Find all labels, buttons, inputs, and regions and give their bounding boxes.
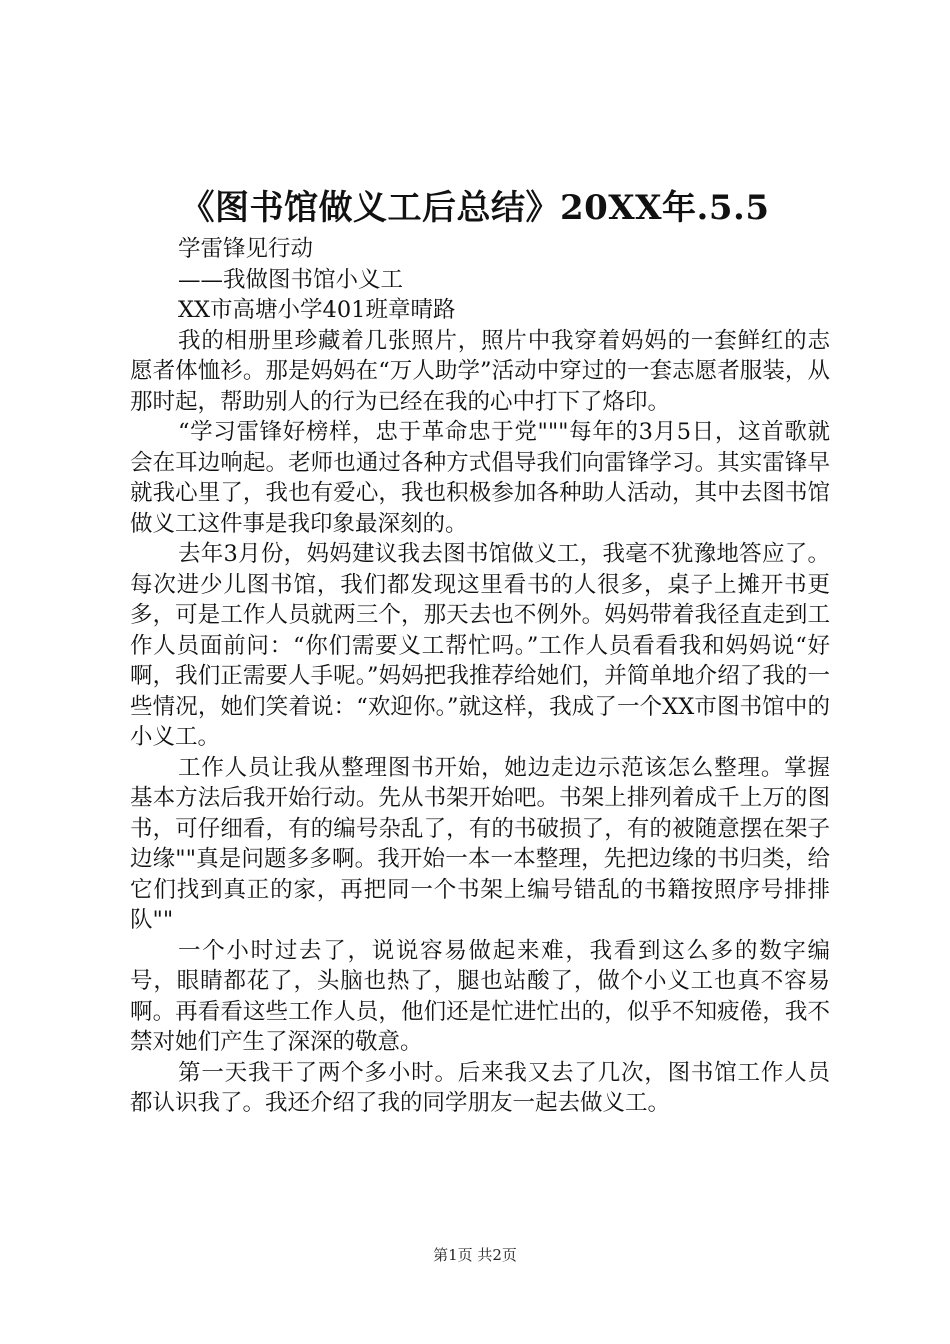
paragraph-2: “学习雷锋好榜样，忠于革命忠于党"""每年的3月5日，这首歌就会在耳边响起。老师也通过各种方式倡导我们向雷锋学习。其实雷锋早就我心里了，我也有爱心，我也积极参加各种助人活动，其中去图书馆做义工这件事是我印象最深刻的。	[130, 419, 830, 537]
document-body	[130, 234, 830, 1119]
page-footer: 第1页 共2页	[433, 1246, 517, 1264]
essay-heading: 学雷锋见行动	[178, 236, 314, 262]
paragraph-1: 我的相册里珍藏着几张照片，照片中我穿着妈妈的一套鲜红的志愿者体恤衫。那是妈妈在“万人助学”活动中穿过的一套志愿者服装，从那时起，帮助别人的行为已经在我的心中打下了烙印。	[130, 327, 830, 415]
essay-subheading: ——我做图书馆小义工	[178, 266, 404, 293]
document-title: 《图书馆做义工后总结》20XX年.5.5	[180, 188, 770, 228]
paragraph-4: 工作人员让我从整理图书开始，她边走边示范该怎么整理。掌握基本方法后我开始行动。先从书架开始吧。书架上排列着成千上万的图书，可仔细看，有的编号杂乱了，有的书破损了，有的被随意摆在架子边缘""真是问题多多啊。我开始一本一本整理，先把边缘的书归类，给它们找到真正的家，再把同一个书架上编号错乱的书籍按照序号排排队""	[130, 754, 830, 933]
paragraph-5: 一个小时过去了，说说容易做起来难，我看到这么多的数字编号，眼睛都花了，头脑也热了，腿也站酸了，做个小义工也真不容易啊。再看看这些工作人员，他们还是忙进忙出的，似乎不知疲倦，我不禁对她们产生了深深的敬意。	[130, 937, 830, 1055]
paragraph-6: 第一天我干了两个多小时。后来我又去了几次，图书馆工作人员都认识我了。我还介绍了我的同学朋友一起去做义工。	[130, 1059, 830, 1116]
paragraph-3: 去年3月份，妈妈建议我去图书馆做义工，我毫不犹豫地答应了。每次进少儿图书馆，我们都发现这里看书的人很多，桌子上摊开书更多，可是工作人员就两三个，那天去也不例外。妈妈带着我径直走到工作人员面前问：“你们需要义工帮忙吗。”工作人员看看我和妈妈说“好啊，我们正需要人手呢。”妈妈把我推荐给她们，并简单地介绍了我的一些情况，她们笑着说：“欢迎你。”就这样，我成了一个XX市图书馆中的小义工。	[130, 541, 830, 750]
author-line: XX市高塘小学401班章晴路	[178, 297, 456, 323]
